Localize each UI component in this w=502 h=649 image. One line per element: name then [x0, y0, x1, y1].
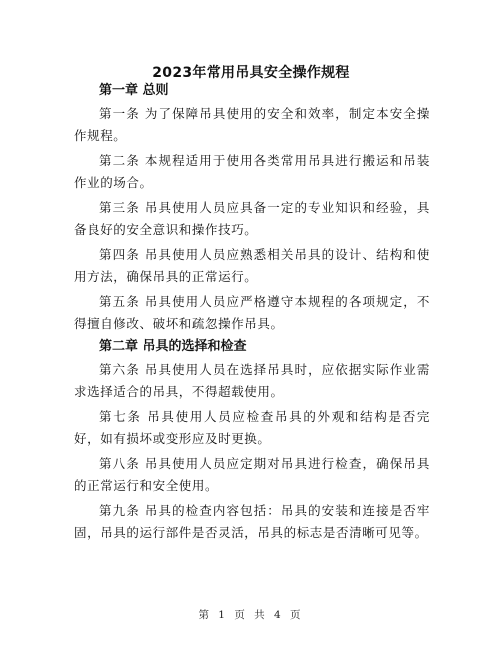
article-paragraph: 第七条 吊具使用人员应检查吊具的外观和结构是否完好，如有损坏或变形应及时更换。 — [74, 409, 430, 446]
chapter-heading: 第一章 总则 — [99, 83, 169, 98]
chapter-heading: 第二章 吊具的选择和检查 — [99, 339, 247, 354]
article-paragraph: 第一条 为了保障吊具使用的安全和效率，制定本安全操作规程。 — [74, 106, 430, 143]
document-body — [74, 81, 430, 544]
article-paragraph: 第九条 吊具的检查内容包括：吊具的安装和连接是否牢固，吊具的运行部件是否灵活，吊具的标志是否清晰可见等。 — [74, 503, 430, 540]
article-paragraph: 第四条 吊具使用人员应熟悉相关吊具的设计、结构和使用方法，确保吊具的正常运行。 — [74, 247, 430, 284]
article-paragraph: 第八条 吊具使用人员应定期对吊具进行检查，确保吊具的正常运行和安全使用。 — [74, 456, 430, 493]
article-paragraph: 第二条 本规程适用于使用各类常用吊具进行搬运和吊装作业的场合。 — [74, 153, 430, 190]
article-paragraph: 第六条 吊具使用人员在选择吊具时，应依据实际作业需求选择适合的吊具，不得超载使用。 — [74, 362, 430, 399]
article-paragraph: 第五条 吊具使用人员应严格遵守本规程的各项规定，不得擅自修改、破坏和疏忽操作吊具。 — [74, 294, 430, 331]
page-number-footer: 第 1 页 共 4 页 — [198, 609, 304, 621]
document-title: 2023年常用吊具安全操作规程 — [152, 65, 350, 81]
article-paragraph: 第三条 吊具使用人员应具备一定的专业知识和经验，具备良好的安全意识和操作技巧。 — [74, 200, 430, 237]
